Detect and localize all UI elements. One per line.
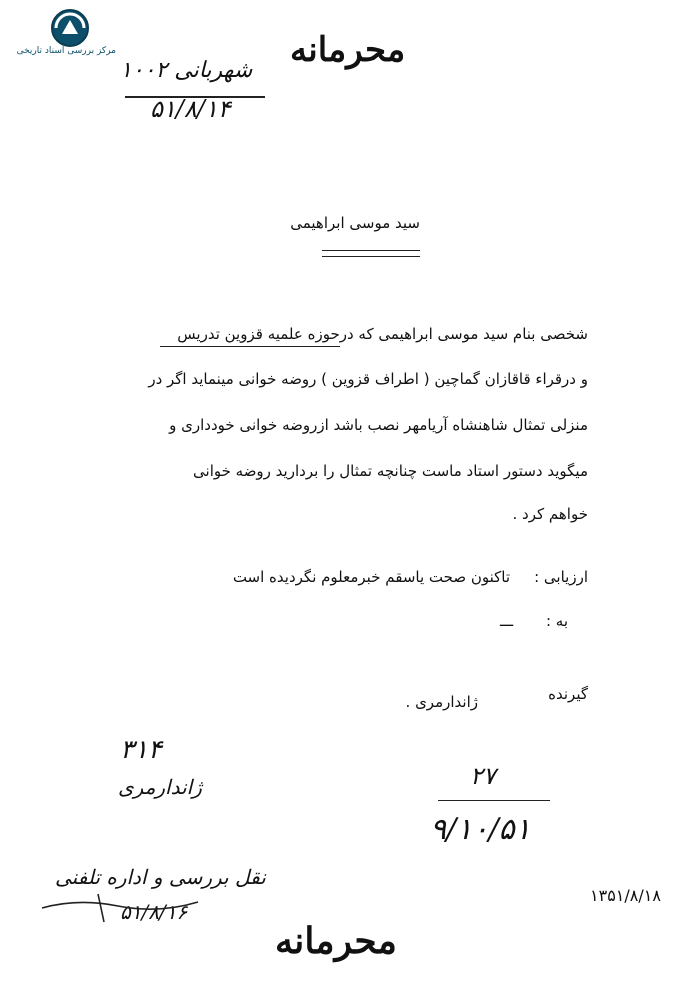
body-line-2: و درقراء قاقازان گماچین ( اطراف قزوین ) روضه خوانی مینماید اگر در (148, 370, 588, 388)
right-annotation-initial: ۲۷ (470, 762, 496, 790)
bottom-annotation-date: ۵۱/۸/۱۶ (120, 900, 188, 924)
left-annotation-note: ژاندارمری (118, 775, 202, 799)
recipient-label: گیرنده (548, 685, 588, 703)
subject-underline-1 (322, 250, 420, 251)
typed-date: ۱۳۵۱/۸/۱۸ (590, 886, 661, 905)
body-line-1: شخصی بنام سید موسی ابراهیمی که درحوزه علمیه قزوین تدریس (177, 325, 588, 343)
archive-logo (18, 6, 116, 62)
right-annotation-date: ۹/۱۰/۵۱ (430, 812, 531, 847)
classification-stamp-bottom: محرمانه (275, 920, 397, 962)
bottom-annotation-strokes (38, 888, 208, 924)
to-label: به : (545, 612, 568, 630)
subject-name: سید موسی ابراهیمی (290, 214, 420, 232)
body-line-1-underline (160, 346, 340, 347)
left-annotation-number: ۳۱۴ (120, 735, 162, 765)
recipient-value: ژاندارمری . (405, 693, 478, 711)
body-line-4: میگوید دستور استاد ماست چنانچه تمثال را برداريد روضه خوانی (193, 462, 588, 480)
classification-stamp-top: محرمانه (290, 30, 406, 70)
reference-number: شهربانی ۱۰۰۲ (120, 58, 253, 83)
subject-underline-2 (322, 256, 420, 257)
to-value: ـــ (500, 612, 514, 630)
reference-date: ۵۱/۸/۱۴ (150, 95, 231, 123)
reference-underline (125, 96, 265, 98)
archive-caption: مرکز بررسی اسناد تاریخی (16, 46, 116, 56)
right-annotation-rule (438, 800, 550, 801)
assessment-text: تاکنون صحت یاسقم خبرمعلوم نگردیده است (232, 568, 510, 586)
assessment-label: ارزیابی : (534, 568, 588, 586)
bottom-annotation-note: نقل بررسی و اداره تلفنی (55, 865, 266, 889)
body-line-5: خواهم کرد . (512, 505, 588, 523)
body-line-3: منزلی تمثال شاهنشاه آریامهر نصب باشد ازروضه خوانی خودداری و (169, 416, 588, 434)
